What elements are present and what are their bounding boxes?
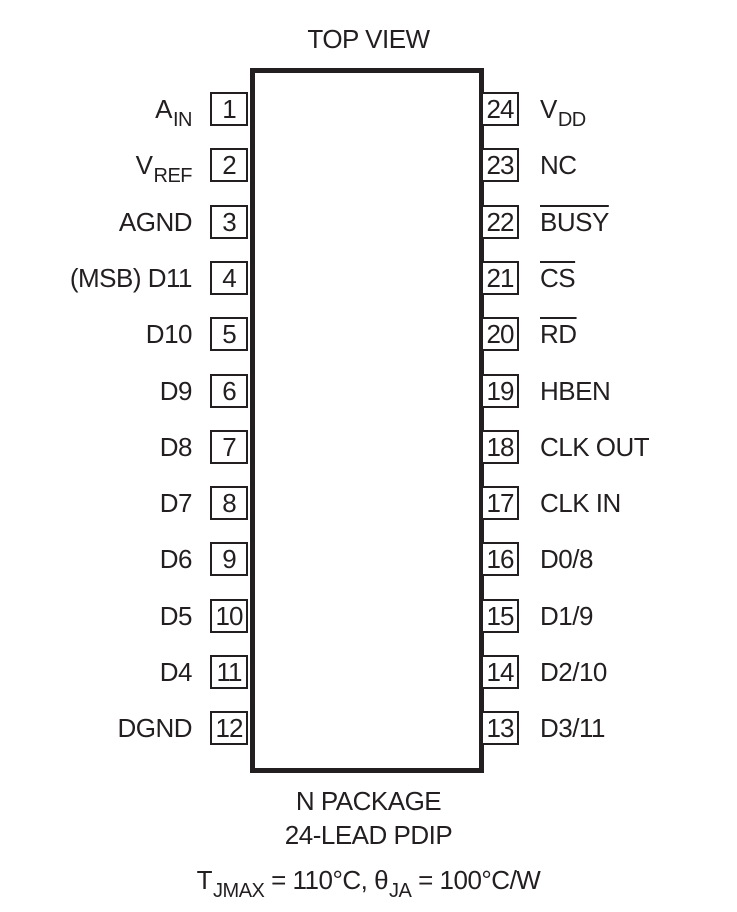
pin-number-1: 1 <box>210 92 248 126</box>
pin-label-1 <box>155 92 192 129</box>
pin-name: AGND <box>118 207 192 237</box>
pin-label-13 <box>540 711 605 745</box>
pin-label-4 <box>70 261 192 295</box>
diagram-title: TOP VIEW <box>307 24 430 54</box>
pin-number-6: 6 <box>210 374 248 408</box>
pin-name: NC <box>540 150 577 180</box>
pin-number-23: 23 <box>481 148 519 182</box>
pin-number-22: 22 <box>481 205 519 239</box>
pin-name: $\overline{RD}$ <box>540 319 577 349</box>
pin-label-21 <box>540 261 575 295</box>
pin-label-6 <box>160 374 192 408</box>
pin-number-24: 24 <box>481 92 519 126</box>
pin-number-8: 8 <box>210 486 248 520</box>
pin-label-3 <box>119 205 192 239</box>
pin-number-16: 16 <box>481 542 519 576</box>
pin-name-subscript: IN <box>173 109 192 131</box>
pin-label-20 <box>540 317 577 351</box>
pin-number-10: 10 <box>210 599 248 633</box>
pin-number-15: 15 <box>481 599 519 633</box>
pin-name-subscript: REF <box>153 165 192 187</box>
pin-number-19: 19 <box>481 374 519 408</box>
pin-number-2: 2 <box>210 148 248 182</box>
pin-number-18: 18 <box>481 430 519 464</box>
pin-label-9 <box>160 542 192 576</box>
pin-number-12: 12 <box>210 711 248 745</box>
pin-number-3: 3 <box>210 205 248 239</box>
pin-label-7 <box>160 430 192 464</box>
pin-number-4: 4 <box>210 261 248 295</box>
package-name: N PACKAGE <box>295 786 442 816</box>
theta-subscript: JA <box>389 880 412 902</box>
pin-name: $\overline{CS}$ <box>540 263 576 293</box>
pin-label-23 <box>540 148 577 182</box>
pin-label-18 <box>540 430 649 464</box>
tj-symbol: T <box>196 865 213 895</box>
pin-name: D0/8 <box>540 544 593 574</box>
pin-label-24 <box>540 92 586 129</box>
pin-label-2 <box>136 148 192 185</box>
pin-name: HBEN <box>540 376 611 406</box>
pin-label-19 <box>540 374 610 408</box>
pin-label-16 <box>540 542 593 576</box>
pin-label-11 <box>160 655 192 689</box>
pin-name-subscript: DD <box>557 109 586 131</box>
pin-label-22 <box>540 205 609 239</box>
pin-name: DGND <box>117 713 192 743</box>
pin-name: BUSY <box>540 207 609 237</box>
pin-number-9: 9 <box>210 542 248 576</box>
pin-name: V <box>135 150 153 180</box>
pin-label-17 <box>540 486 621 520</box>
pin-number-21: 21 <box>481 261 519 295</box>
pin-label-12 <box>117 711 192 745</box>
pin-name: D9 <box>159 376 192 406</box>
pin-number-13: 13 <box>481 711 519 745</box>
ic-package-body <box>250 68 484 773</box>
pin-name: CLK IN <box>540 488 621 518</box>
pin-number-14: 14 <box>481 655 519 689</box>
pin-number-11: 11 <box>210 655 248 689</box>
pin-name: D1/9 <box>540 601 593 631</box>
pin-name: D7 <box>159 488 192 518</box>
pin-label-15 <box>540 599 593 633</box>
pin-number-5: 5 <box>210 317 248 351</box>
pin-name: D10 <box>145 319 192 349</box>
pin-name: (MSB) D11 <box>69 263 192 293</box>
package-type: 24-LEAD PDIP <box>284 820 453 850</box>
pin-name: D4 <box>159 657 192 687</box>
pin-label-10 <box>160 599 192 633</box>
pin-label-8 <box>160 486 192 520</box>
pin-name: CLK OUT <box>540 432 650 462</box>
pin-name: D3/11 <box>540 713 605 743</box>
pin-name: D5 <box>159 601 192 631</box>
pin-number-7: 7 <box>210 430 248 464</box>
pin-name: A <box>155 94 172 124</box>
tj-value: = 110°C, <box>264 865 375 895</box>
pin-label-5 <box>146 317 192 351</box>
tj-subscript: JMAX <box>213 880 265 902</box>
theta-symbol: θ <box>374 865 389 895</box>
pin-name: D2/10 <box>540 657 607 687</box>
pin-number-20: 20 <box>481 317 519 351</box>
theta-value: = 100°C/W <box>411 865 541 895</box>
pin-name: V <box>540 94 557 124</box>
thermal-spec <box>0 865 737 902</box>
pin-label-14 <box>540 655 607 689</box>
pin-name: D6 <box>159 544 192 574</box>
pin-name: D8 <box>159 432 192 462</box>
pin-number-17: 17 <box>481 486 519 520</box>
